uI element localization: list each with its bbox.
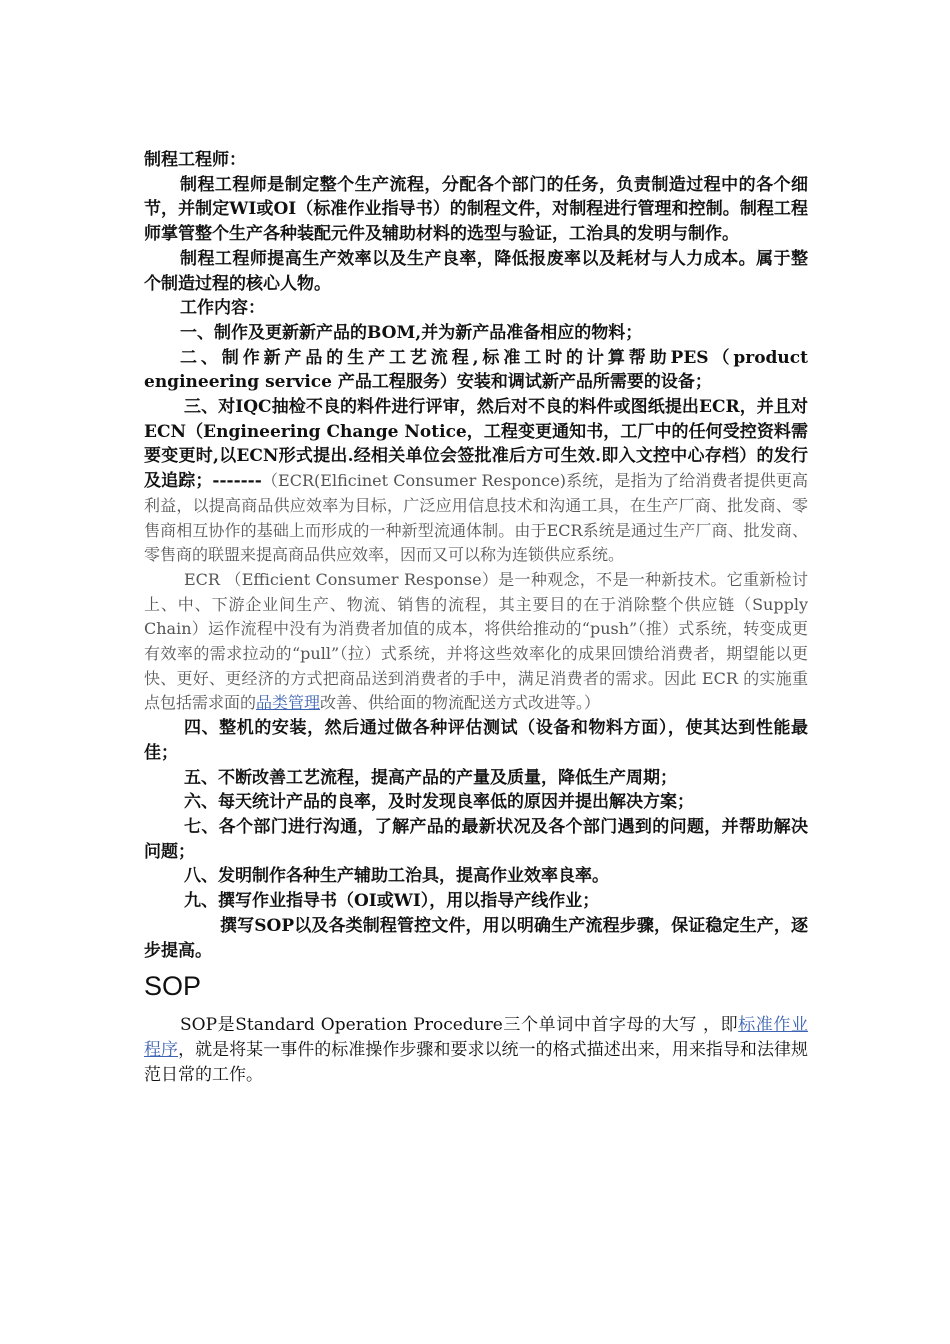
- work-item-6: 六、每天统计产品的良率，及时发现良率低的原因并提出解决方案；: [184, 792, 694, 813]
- work-item-4: 四、整机的安装，然后通过做各种评估测试（设备和物料方面），使其达到性能最佳；: [144, 718, 808, 763]
- category-management-link[interactable]: 品类管理: [256, 693, 321, 713]
- sop-heading: SOP: [144, 971, 202, 1002]
- work-item-5: 五、不断改善工艺流程，提高产品的产量及质量，降低生产周期；: [184, 767, 677, 788]
- sop-definition-text-b: ，就是将某一事件的标准操作步骤和要求以统一的格式描述出来，用来指导和法律规范日常的工作。: [144, 1039, 809, 1085]
- work-item-7: 七、各个部门进行沟通，了解产品的最新状况及各个部门遇到的问题，并帮助解决问题；: [144, 816, 808, 862]
- work-item-3: [144, 395, 808, 568]
- work-content-title: 工作内容：: [180, 298, 265, 319]
- ecr-explanation-text-a: ECR （Efficient Consumer Response）是一种观念，不是一种新技术。它重新检讨上、中、下游企业间生产、物流、销售的流程，其主要目的在于消除整个供应链（Supply Chain）运作流程中没有为消费者加值的成本，将供给推动的“push”（推）式系统，转变成更有效率的需求拉动的“pull”（拉）式系统，并将这些效率化的成果回馈给消费者，期望能以更快、更好、更经济的方式把商品送到消费者的手中，满足消费者的需求。因此 ECR 的实施重点包括需求面的: [144, 569, 808, 713]
- page-heading: 制程工程师：: [144, 150, 246, 170]
- work-item-8: 八、发明制作各种生产辅助工治具，提高作业效率良率。: [184, 866, 609, 887]
- document-page: [144, 148, 808, 1087]
- intro-paragraph-1: 制程工程师是制定整个生产流程，分配各个部门的任务，负责制造过程中的各个细节，并制定WI或OI（标准作业指导书）的制程文件，对制程进行管理和控制。制程工程师掌管整个生产各种装配元件及辅助材料的选型与验证，工治具的发明与制作。: [144, 174, 808, 245]
- work-item-9: 九、撰写作业指导书（OI或WI），用以指导产线作业；: [184, 891, 600, 912]
- work-item-2: 二、制作新产品的生产工艺流程,标准工时的计算帮助PES（product engineering service 产品工程服务）安装和调试新产品所需要的设备；: [144, 347, 808, 393]
- ecr-note: （ECR(Elficinet Consumer Responce)系统，是指为了给消费者提供更高利益，以提高商品供应效率为目标，广泛应用信息技术和沟通工具，在生产厂商、批发商、零售商相互协作的基础上而形成的一种新型流通体制。由于ECR系统是通过生产厂商、批发商、零售商的联盟来提高商品供应效率，因而又可以称为连锁供应系统。: [144, 471, 809, 565]
- standard-procedure-link[interactable]: 标准作业程序: [144, 1015, 808, 1060]
- sop-definition-text-a: SOP是Standard Operation Procedure三个单词中首字母的大写 ，即: [180, 1015, 739, 1036]
- sop-definition: [144, 1013, 808, 1087]
- ecr-explanation-text-b: 改善、供给面的物流配送方式改进等。）: [320, 693, 601, 713]
- work-item-3-text: 三、对IQC抽检不良的料件进行评审，然后对不良的料件或图纸提出ECR，并且对ECN（Engineering Change Notice，工程变更通知书，工厂中的任何受控资料需要变更时,以ECN形式提出.经相关单位会签批准后方可生效.即入文控中心存档）的发行及追踪；-------: [144, 397, 808, 492]
- work-item-1: 一、制作及更新新产品的BOM,并为新产品准备相应的物料；: [180, 322, 643, 343]
- intro-paragraph-2: 制程工程师提高生产效率以及生产良率，降低报废率以及耗材与人力成本。属于整个制造过程的核心人物。: [144, 248, 808, 294]
- ecr-explanation: [144, 568, 808, 716]
- sop-task-paragraph: 撰写SOP以及各类制程管控文件，用以明确生产流程步骤，保证稳定生产，逐步提高。: [144, 915, 808, 961]
